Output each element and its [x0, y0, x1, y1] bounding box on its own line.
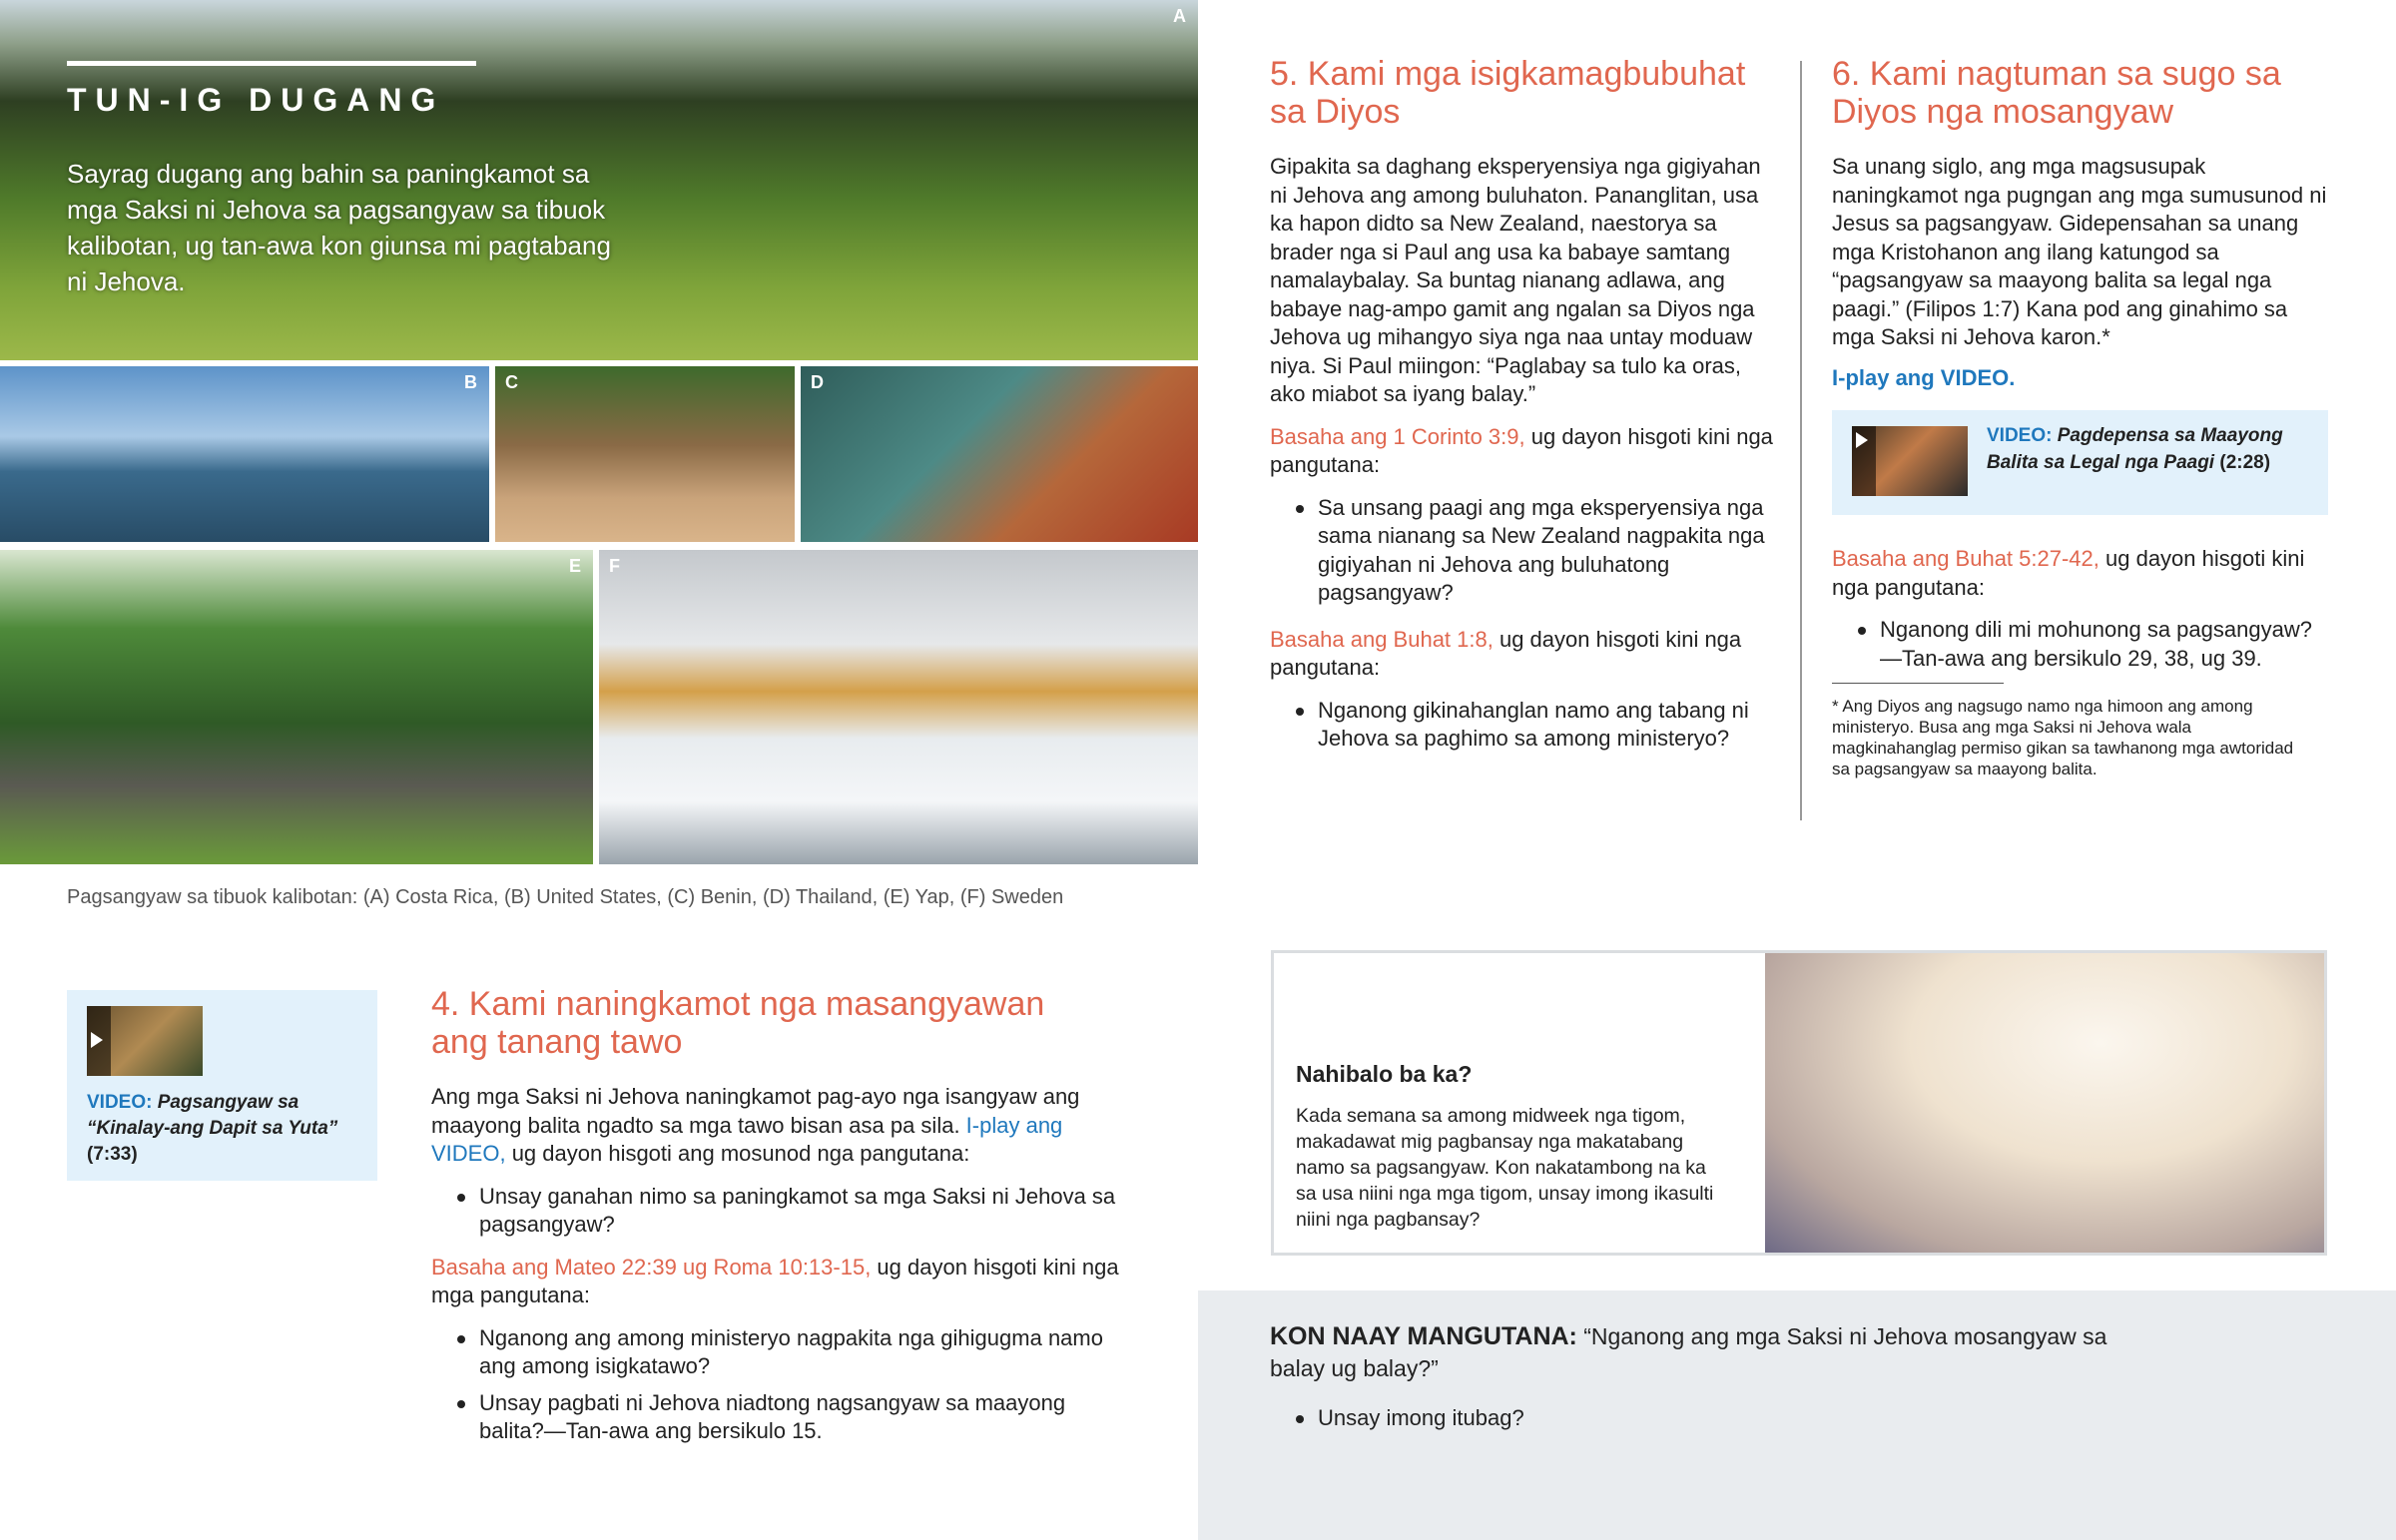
section-4-heading: 4. Kami naningkamot nga masangyawan ang tanang tawo [431, 985, 1045, 1061]
hero-title: TUN-IG DUGANG [67, 82, 445, 118]
video-duration: (2:28) [2219, 452, 2271, 473]
video-box-right[interactable] [1832, 410, 2328, 515]
photo-label: E [568, 556, 581, 576]
section-4-reference [431, 1254, 1120, 1310]
scripture-reference[interactable]: Basaha ang Buhat 1:8, [1270, 626, 1494, 652]
hero-text: Sayrag dugang ang bahin sa paningkamot sa mga Saksi ni Jehova sa pagsangyaw sa tibuok kalibotan, ug tan-awa kon giunsa mi pagtabang ni Jehova. [67, 159, 611, 296]
question-item: Nganong ang among ministeryo nagpakita nga gihigugma namo ang among isigkatawo? [431, 1324, 1120, 1381]
video-label: VIDEO: [1987, 425, 2053, 446]
footnote-rule [1832, 683, 2004, 684]
ask-label: KON NAAY MANGUTANA: [1270, 1322, 1577, 1350]
section-5-reference-2 [1270, 626, 1774, 683]
play-icon [91, 1032, 103, 1048]
section-6-heading: 6. Kami nagtuman sa sugo sa Diyos nga mosangyaw [1832, 55, 2281, 131]
question-item: Unsay pagbati ni Jehova niadtong nagsangyaw sa maayong balita?—Tan-awa ang bersikulo 15. [431, 1389, 1120, 1446]
video-label: VIDEO: [87, 1092, 153, 1113]
section-4 [431, 985, 1120, 1454]
photo-label: D [811, 372, 824, 392]
photo-label: A [1173, 6, 1186, 26]
paragraph-text: Ang mga Saksi ni Jehova naningkamot pag-ayo nga isangyaw ang maayong balita ngadto sa mga tawo bisan asa pa sila. [431, 1084, 1080, 1138]
paragraph-text: ug dayon hisgoti kini nga pangutana: [1270, 423, 1773, 477]
photo-label: B [464, 372, 477, 392]
play-icon [1856, 432, 1868, 448]
photo-b-united-states [0, 366, 489, 542]
paragraph-text: ug dayon hisgoti kini nga pangutana: [1270, 626, 1742, 680]
play-video-link[interactable]: I-play ang VIDEO, [431, 1112, 1063, 1166]
section-6-reference [1832, 545, 2331, 602]
photo-a-costa-rica [0, 0, 1198, 360]
ask-prompt [1270, 1320, 2108, 1384]
question-item: Sa unsang paagi ang mga eksperyensiya nga sama nianang sa New Zealand nagpakita nga gigiyahan ni Jehova ang buluhatong pagsangyaw? [1270, 494, 1774, 608]
hero-rule [67, 61, 476, 66]
meeting-illustration [1765, 953, 2324, 1253]
ask-section [1198, 1290, 2396, 1540]
scripture-reference[interactable]: Basaha ang 1 Corinto 3:9, [1270, 423, 1525, 449]
did-you-know-box [1271, 950, 2327, 1256]
photo-label: F [609, 556, 620, 576]
paragraph-text: ug dayon hisgoti ang mosunod nga pangutana: [505, 1141, 970, 1166]
did-you-know-text: Kada semana sa among midweek nga tigom, makadawat mig pagbansay nga makatabang namo sa pagsangyaw. Kon nakatambong na ka sa usa niini nga mga tigom, unsay imong ikasulti niini nga pagbansay? [1296, 1105, 1714, 1231]
section-5-paragraph: Gipakita sa daghang eksperyensiya nga gigiyahan ni Jehova ang among buluhaton. Pananglitan, usa ka hapon didto sa New Zealand, naestorya sa brader nga si Paul ang usa ka babaye samtang namalaybalay. Sa buntag nianang adlawa, ang babaye nag-ampo gamit ang ngalan sa Diyos nga Jehova ug mihangyo siya nga naa untay moduaw niya. Si Paul miingon: “Paglabay sa tulo ka oras, ako miabot sa iyang balay.” [1270, 154, 1761, 406]
footnote: * Ang Diyos ang nagsugo namo nga himoon ang among ministeryo. Busa ang mga Saksi ni Jehova wala magkinahanglag permiso gikan sa tawhanong mga awtoridad sa pagsangyaw sa maayong balita. [1832, 697, 2294, 778]
question-item: Unsay imong itubag? [1270, 1404, 1869, 1433]
scripture-reference[interactable]: Basaha ang Buhat 5:27-42, [1832, 546, 2099, 571]
ask-question: “Nganong ang mga Saksi ni Jehova mosangyaw sa balay ug balay?” [1270, 1323, 2107, 1381]
section-5-reference-1 [1270, 423, 1774, 480]
paragraph-text: ug dayon hisgoti kini nga mga pangutana: [431, 1254, 1119, 1307]
section-6-paragraph: Sa unang siglo, ang mga magsusupak naningkamot nga pugngan ang mga sumusunod ni Jesus sa pagsangyaw. Gidepensahan sa unang mga Kristohanon ang ilang katungod sa “pagsangyaw sa maayong balita sa legal nga paagi.” (Filipos 1:7) Kana pod ang ginahimo sa mga Saksi ni Jehova karon.* [1832, 154, 2327, 349]
section-4-paragraph [431, 1083, 1120, 1169]
section-6 [1832, 55, 2331, 779]
column-divider [1800, 61, 1802, 820]
paragraph-text: ug dayon hisgoti kini nga pangutana: [1832, 546, 2305, 600]
video-title[interactable]: Pagsangyaw sa “Kinalay-ang Dapit sa Yuta” [87, 1092, 338, 1139]
did-you-know-title: Nahibalo ba ka? [1296, 1061, 1473, 1087]
video-title[interactable]: Pagdepensa sa Maayong Balita sa Legal nga Paagi [1987, 425, 2283, 473]
photo-label: C [505, 372, 518, 392]
photo-c-benin [495, 366, 795, 542]
photo-d-thailand [801, 366, 1198, 542]
play-video-link[interactable]: I-play ang VIDEO. [1832, 364, 2016, 390]
question-item: Nganong gikinahanglan namo ang tabang ni Jehova sa paghimo sa among ministeryo? [1270, 697, 1774, 754]
photo-f-sweden [599, 550, 1198, 864]
photo-caption: Pagsangyaw sa tibuok kalibotan: (A) Costa Rica, (B) United States, (C) Benin, (D) Thailand, (E) Yap, (F) Sweden [67, 886, 1064, 908]
question-item: Unsay ganahan nimo sa paningkamot sa mga Saksi ni Jehova sa pagsangyaw? [431, 1183, 1120, 1240]
video-duration: (7:33) [87, 1144, 138, 1165]
video-thumbnail[interactable] [1852, 426, 1968, 496]
section-5-heading: 5. Kami mga isigkamagbubuhat sa Diyos [1270, 55, 1746, 131]
video-box-left[interactable] [67, 990, 377, 1181]
scripture-reference[interactable]: Basaha ang Mateo 22:39 ug Roma 10:13-15, [431, 1254, 872, 1280]
question-item: Nganong dili mi mohunong sa pagsangyaw?—Tan-awa ang bersikulo 29, 38, ug 39. [1832, 616, 2331, 673]
photo-e-yap [0, 550, 593, 864]
video-thumbnail[interactable] [87, 1006, 203, 1076]
section-5 [1270, 55, 1774, 762]
